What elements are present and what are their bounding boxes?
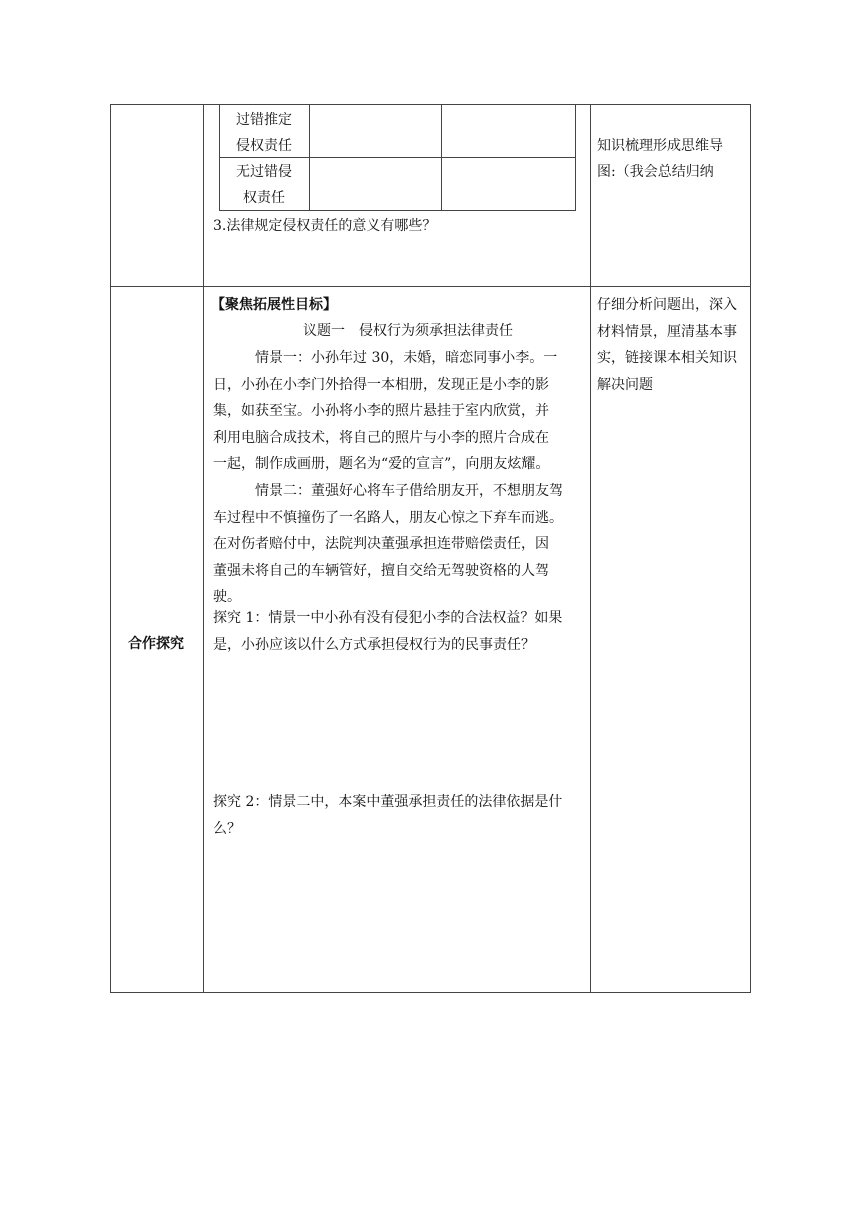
scene-1-line: 一起，制作成画册，题名为“爱的宣言”，向朋友炫耀。 xyxy=(213,456,550,473)
explore-2-line: 么？ xyxy=(213,820,241,837)
side-note-line: 材料情景，厘清基本事 xyxy=(597,323,737,340)
scene-2-line: 车过程中不慎撞伤了一名路人，朋友心惊之下弃车而逃。 xyxy=(213,509,563,526)
scene-1-line: 利用电脑合成技术，将自己的照片与小李的照片合成在 xyxy=(213,429,549,446)
scene-2-line: 董强未将自己的车辆管好，擅自交给无驾驶资格的人驾 xyxy=(213,562,549,579)
scene-2-line: 驶。 xyxy=(213,589,241,606)
column-divider-1 xyxy=(203,104,204,993)
scene-2-line: 在对伤者赔付中，法院判决董强承担连带赔偿责任，因 xyxy=(213,536,549,553)
scene-1-line: 情景一：小孙年过 30，未婚，暗恋同事小李。一 xyxy=(255,350,558,366)
side-note-row2 xyxy=(597,292,737,398)
scene-1 xyxy=(213,345,557,478)
explore-1-line: 是，小孙应该以什么方式承担侵权行为的民事责任？ xyxy=(213,636,535,653)
explore-2-line: 探究 2：情景二中，本案中董强承担责任的法律依据是什 xyxy=(213,794,563,810)
cell-text-line: 无过错侵 xyxy=(236,164,292,180)
goal-heading: 【聚焦拓展性目标】 xyxy=(211,297,337,313)
explore-1 xyxy=(213,605,562,658)
row-divider xyxy=(110,286,751,287)
side-note-row1-line1: 知识梳理形成思维导 xyxy=(597,138,723,154)
scene-1-line: 集，如获至宝。小孙将小李的照片悬挂于室内欣赏，并 xyxy=(213,403,549,420)
section-label: 合作探究 xyxy=(128,636,184,652)
scene-2-line: 情景二：董强好心将车子借给朋友开，不想朋友驾 xyxy=(255,483,563,499)
explore-1-line: 探究 1：情景一中小孙有没有侵犯小李的合法权益？如果 xyxy=(213,610,563,626)
cell-text-line: 侵权责任 xyxy=(236,138,292,154)
cell-text-line: 过错推定 xyxy=(236,112,292,128)
nested-cell-fault-presumption xyxy=(221,107,307,159)
column-divider-2 xyxy=(590,104,591,993)
cell-text-line: 权责任 xyxy=(243,190,285,206)
scene-1-line: 日，小孙在小李门外拾得一本相册，发现正是小李的影 xyxy=(213,376,549,393)
nested-cell-no-fault xyxy=(221,159,307,211)
side-note-line: 解决问题 xyxy=(597,376,653,393)
topic-title: 议题一 侵权行为须承担法律责任 xyxy=(303,323,513,339)
question-3: 3.法律规定侵权责任的意义有哪些？ xyxy=(213,218,437,234)
side-note-line: 仔细分析问题出，深入 xyxy=(597,297,737,313)
side-note-row1-line2: 图:（我会总结归纳 xyxy=(597,164,714,180)
scene-2 xyxy=(213,478,563,611)
side-note-line: 实，链接课本相关知识 xyxy=(597,350,737,367)
explore-2 xyxy=(213,789,562,842)
